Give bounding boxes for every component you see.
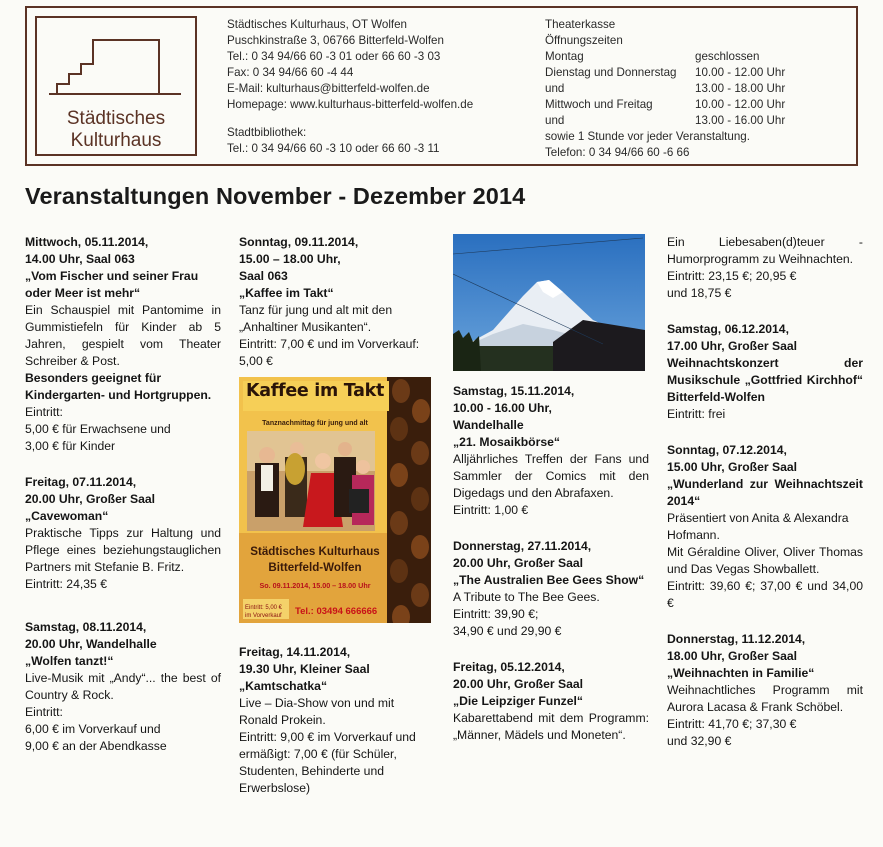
- event-date: Donnerstag, 11.12.2014,: [667, 632, 806, 646]
- contact-line: Tel.: 0 34 94/66 60 -3 01 oder 66 60 -3 03: [227, 50, 441, 63]
- hours-subtitle: Öffnungszeiten: [545, 34, 623, 47]
- event-time: 20.00 Uhr, Großer Saal: [25, 492, 156, 506]
- event-date: Donnerstag, 27.11.2014,: [453, 539, 592, 553]
- event-price: 9,00 € an der Abendkasse: [25, 739, 167, 753]
- hours-day: Montag: [545, 50, 584, 63]
- hours-time: 10.00 - 12.00 Uhr: [695, 98, 786, 111]
- event-title: „Die Leipziger Funzel“: [453, 694, 584, 708]
- event-time: 14.00 Uhr, Saal 063: [25, 252, 135, 266]
- event: [25, 619, 221, 755]
- event-time: 18.00 Uhr, Großer Saal: [667, 649, 798, 663]
- event: [25, 234, 221, 455]
- event-date: Sonntag, 07.12.2014,: [667, 443, 787, 457]
- event-price: und 18,75 €: [667, 286, 732, 300]
- hours-time: 13.00 - 18.00 Uhr: [695, 82, 786, 95]
- hours-row: [545, 65, 850, 81]
- contact-line: Städtisches Kulturhaus, OT Wolfen: [227, 18, 408, 31]
- event-title: „Kamtschatka“: [239, 679, 328, 693]
- event-title: „Kaffee im Takt“: [239, 286, 334, 300]
- event: [239, 644, 435, 797]
- poster-organizer-1: Städtisches Kulturhaus: [250, 545, 380, 558]
- hours-title: Theaterkasse: [545, 18, 616, 31]
- event-price: 3,00 € für Kinder: [25, 439, 116, 453]
- contact-info: [227, 17, 473, 157]
- hours-row: [545, 81, 850, 97]
- hours-day: und: [545, 82, 565, 95]
- event: [667, 631, 863, 750]
- logo-line-1: Städtisches: [66, 108, 166, 129]
- event-description: Praktische Tipps zur Haltung und Pflege eines beziehungstauglichen Partners mit Stefanie B. Fritz.: [25, 526, 221, 574]
- column-1: [25, 234, 221, 774]
- poster-title: Kaffee im Takt: [245, 381, 385, 401]
- opening-hours: [545, 17, 850, 161]
- event-time: 17.00 Uhr, Großer Saal: [667, 339, 798, 353]
- contact-line: Homepage: www.kulturhaus-bitterfeld-wolfen.de: [227, 98, 474, 111]
- library-tel: Tel.: 0 34 94/66 60 -3 10 oder 66 60 -3 11: [227, 142, 440, 155]
- poster-price-1: Eintritt: 5,00 €: [245, 605, 283, 611]
- column-3: [453, 234, 649, 763]
- event-price: Eintritt: 1,00 €: [453, 503, 529, 517]
- event-description: Tanz für jung und alt mit den „Anhaltiner Musikanten“.: [239, 303, 393, 334]
- hours-row: [545, 113, 850, 129]
- event-description: Kabarettabend mit dem Programm: „Männer, Mädels und Moneten“.: [453, 711, 649, 742]
- logo-line-2: Kulturhaus: [70, 130, 162, 151]
- event: [453, 538, 649, 640]
- poster-price-2: im Vorverkauf: [245, 613, 282, 619]
- contact-line: E-Mail: kulturhaus@bitterfeld-wolfen.de: [227, 82, 430, 95]
- event-title: „Cavewoman“: [25, 509, 109, 523]
- event-description: A Tribute to The Bee Gees.: [453, 590, 600, 604]
- event-date: Mittwoch, 05.11.2014,: [25, 235, 149, 249]
- event: [667, 442, 863, 612]
- event-title: „Wunderland zur Weihnachtszeit 2014“: [667, 477, 863, 508]
- library-label: Stadtbibliothek:: [227, 126, 307, 139]
- event-date: Samstag, 15.11.2014,: [453, 384, 575, 398]
- event: [453, 659, 649, 744]
- event-date: Freitag, 14.11.2014,: [239, 645, 351, 659]
- event-description: Präsentiert von Anita & Alexandra Hofmann.: [667, 511, 849, 542]
- poster-organizer-2: Bitterfeld-Wolfen: [268, 561, 362, 574]
- event-description: Live – Dia-Show von und mit Ronald Prokein.: [239, 696, 395, 727]
- page-title: Veranstaltungen November - Dezember 2014: [25, 183, 526, 209]
- event-time: 20.00 Uhr, Wandelhalle: [25, 637, 157, 651]
- logo-text: [37, 108, 195, 152]
- event-title: Weihnachtskonzert der Musikschule „Gottfried Kirchhof“ Bitterfeld-Wolfen: [667, 356, 863, 404]
- event-title: „Wolfen tanzt!“: [25, 654, 114, 668]
- event-time: 20.00 Uhr, Großer Saal: [453, 677, 584, 691]
- contact-line: Fax: 0 34 94/66 60 -4 44: [227, 66, 354, 79]
- contact-line: Puschkinstraße 3, 06766 Bitterfeld-Wolfen: [227, 34, 444, 47]
- poster-tel: Tel.: 03494 666666: [295, 606, 378, 617]
- volcano-landscape-image: [453, 234, 645, 371]
- event-price-label: Eintritt:: [25, 405, 63, 419]
- poster-subtitle: Tanznachmittag für jung und alt: [262, 420, 368, 427]
- event-price: Eintritt: 9,00 € im Vorverkauf und ermäßigt: 7,00 € (für Schüler, Studenten, Behinderte und Erwerbslose): [239, 730, 416, 795]
- event-title: „The Australien Bee Gees Show“: [453, 573, 645, 587]
- event-time: 10.00 - 16.00 Uhr,: [453, 401, 552, 415]
- event-price: Eintritt: 7,00 € und im Vorverkauf: 5,00 €: [239, 337, 420, 368]
- hours-row: [545, 49, 850, 65]
- event-title: „Weihnachten in Familie“: [667, 666, 815, 680]
- building-outline-icon: [49, 30, 185, 100]
- hours-time: 13.00 - 16.00 Uhr: [695, 114, 786, 127]
- column-4: [667, 234, 863, 769]
- event: [453, 383, 649, 519]
- event-price: Eintritt: 39,60 €; 37,00 € und 34,00 €: [667, 579, 863, 610]
- event-price: und 32,90 €: [667, 734, 732, 748]
- kaffee-im-takt-poster: [239, 377, 431, 623]
- event-date: Samstag, 06.12.2014,: [667, 322, 789, 336]
- event-room: Saal 063: [239, 269, 288, 283]
- event: [667, 321, 863, 423]
- event-title: „Vom Fischer und seiner Frau oder Meer ist mehr“: [25, 269, 199, 300]
- header-box: [25, 6, 858, 166]
- event-time: 20.00 Uhr, Großer Saal: [453, 556, 584, 570]
- event: [25, 474, 221, 593]
- event-time: 15.00 Uhr, Großer Saal: [667, 460, 798, 474]
- event-price: Eintritt: frei: [667, 407, 726, 421]
- hours-note: sowie 1 Stunde vor jeder Veranstaltung.: [545, 130, 750, 143]
- event-time: 15.00 – 18.00 Uhr,: [239, 252, 341, 266]
- event-date: Freitag, 05.12.2014,: [453, 660, 565, 674]
- hours-time: geschlossen: [695, 50, 760, 63]
- hours-day: Mittwoch und Freitag: [545, 98, 653, 111]
- event-date: Sonntag, 09.11.2014,: [239, 235, 359, 249]
- hours-day: Dienstag und Donnerstag: [545, 66, 677, 79]
- event-price: Eintritt: 39,90 €;: [453, 607, 539, 621]
- event-price: Eintritt: 24,35 €: [25, 577, 107, 591]
- event-price: Eintritt: 41,70 €; 37,30 €: [667, 717, 797, 731]
- mountain-photo: [453, 234, 645, 371]
- hours-tel: Telefon: 0 34 94/66 60 -6 66: [545, 146, 690, 159]
- event-room: Wandelhalle: [453, 418, 524, 432]
- event-description: Alljährliches Treffen der Fans und Sammler der Comics mit den Digedags und den Abrafaxen.: [453, 452, 649, 500]
- poster-date: So. 09.11.2014, 15.00 – 18.00 Uhr: [259, 581, 371, 590]
- event-price: 34,90 € und 29,90 €: [453, 624, 562, 638]
- hours-row: [545, 97, 850, 113]
- event-highlight: Besonders geeignet für Kindergarten- und Hortgruppen.: [25, 371, 212, 402]
- event-description: Ein Liebesaben(d)teuer - Humorprogramm zu Weihnachten.: [667, 235, 863, 266]
- event: [239, 234, 435, 370]
- event-description: Ein Schauspiel mit Pantomime in Gummistiefeln für Kinder ab 5 Jahren, gespielt vom Theater Schreiber & Post.: [25, 303, 221, 368]
- event-price-label: Eintritt:: [25, 705, 63, 719]
- event-description: Live-Musik mit „Andy“... the best of Country & Rock.: [25, 671, 221, 702]
- hours-time: 10.00 - 12.00 Uhr: [695, 66, 786, 79]
- event-price: Eintritt: 23,15 €; 20,95 €: [667, 269, 797, 283]
- hours-day: und: [545, 114, 565, 127]
- event-description: Mit Géraldine Oliver, Oliver Thomas und Das Vegas Showballett.: [667, 545, 863, 576]
- event-date: Freitag, 07.11.2014,: [25, 475, 137, 489]
- event-date: Samstag, 08.11.2014,: [25, 620, 147, 634]
- event-description: Weihnachtliches Programm mit Aurora Lacasa & Frank Schöbel.: [667, 683, 863, 714]
- event-time: 19.30 Uhr, Kleiner Saal: [239, 662, 370, 676]
- event-continued: [667, 234, 863, 302]
- logo: [35, 16, 197, 156]
- column-2: [239, 234, 435, 816]
- event-price: 5,00 € für Erwachsene und: [25, 422, 171, 436]
- event-price: 6,00 € im Vorverkauf und: [25, 722, 161, 736]
- event-title: „21. Mosaikbörse“: [453, 435, 561, 449]
